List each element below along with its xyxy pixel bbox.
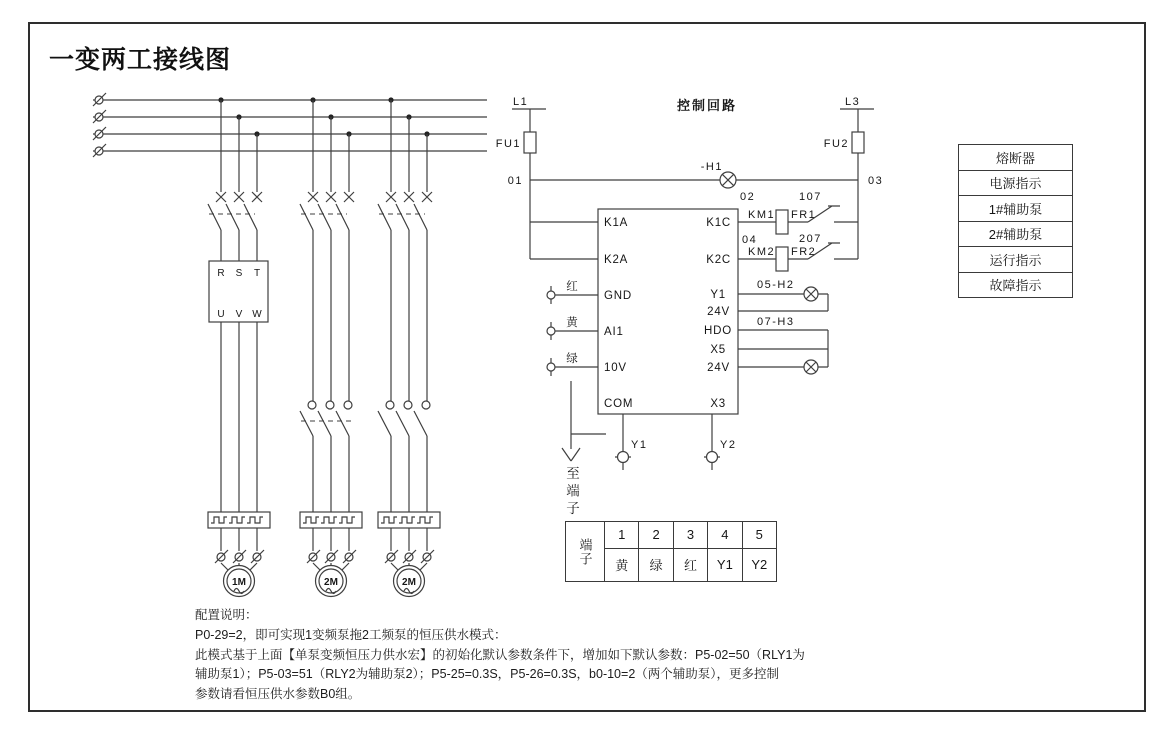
terminal-val-2: 绿 [639, 548, 673, 581]
node-02: 02 [740, 191, 756, 203]
node-207: 207 [799, 233, 822, 245]
terminal-col-3: 3 [673, 522, 707, 549]
fu2-label: FU2 [823, 138, 849, 150]
motor-1-label: 1M [232, 577, 246, 588]
pin-k1c: K1C [706, 217, 731, 229]
terminal-y2-label: Y2 [720, 439, 737, 451]
terminal-val-3: 红 [673, 548, 707, 581]
node-04: 04 [742, 234, 758, 246]
page-title: 一变两工接线图 [49, 46, 232, 74]
pin-gnd: GND [604, 290, 632, 302]
l1-label: L1 [513, 96, 529, 108]
legend-row-power-indicator: 电源指示 [959, 170, 1073, 196]
km1-label: KM1 [748, 209, 776, 221]
contactor-group-2 [300, 230, 352, 512]
vfd-box [209, 261, 268, 322]
terminal-col-4: 4 [708, 522, 742, 549]
vfd-output-v: V [235, 309, 243, 320]
motor-3 [385, 528, 434, 597]
km2-fr2-row [738, 233, 858, 271]
wire-yellow-label: 黄 [566, 317, 578, 329]
run-indicator-lamp-h2 [738, 279, 828, 311]
legend-row-aux-pump-2: 2#辅助泵 [959, 221, 1073, 247]
vfd-input-s: S [235, 268, 243, 279]
control-circuit [496, 96, 884, 470]
terminal-col-5: 5 [742, 522, 776, 549]
config-notes [195, 606, 805, 705]
vfd-output-u: U [217, 309, 225, 320]
pin-x5: X5 [710, 344, 726, 356]
pin-com: COM [604, 398, 634, 410]
terminal-table-row-label: 端子 [566, 522, 605, 582]
motor-1 [215, 528, 264, 597]
thermal-relay-2 [300, 512, 362, 528]
motor-2 [307, 528, 356, 597]
thermal-relay-1 [208, 512, 270, 528]
terminal-val-1: 黄 [605, 548, 639, 581]
fault-indicator-lamp-h3 [738, 316, 828, 374]
km2-coil [776, 247, 788, 271]
legend-row-aux-pump-1: 1#辅助泵 [959, 196, 1073, 222]
pin-k1a: K1A [604, 217, 629, 229]
motor-2-label: 2M [324, 577, 338, 588]
power-indicator-lamp-h1 [530, 161, 858, 188]
notes-line-4: 参数请看恒压供水参数B0组。 [195, 687, 361, 702]
control-circuit-title: 控制回路 [676, 98, 738, 113]
breaker-group-3 [378, 100, 432, 230]
legend-row-fuse: 熔断器 [959, 145, 1073, 171]
terminal-col-2: 2 [639, 522, 673, 549]
pin-k2a: K2A [604, 254, 629, 266]
pin-24v-a: 24V [707, 306, 730, 318]
thermal-relay-3 [378, 512, 440, 528]
pin-hdo: HDO [704, 325, 732, 337]
to-terminals-label: 至端子 [564, 466, 579, 519]
pin-x3: X3 [710, 398, 726, 410]
power-bus-lines [93, 93, 487, 157]
km1-fr1-row [738, 191, 858, 234]
terminal-y1-label: Y1 [631, 439, 648, 451]
controller-box [598, 209, 738, 414]
vfd-input-r: R [217, 268, 225, 279]
terminal-y2 [704, 414, 736, 470]
fr2-label: FR2 [791, 246, 817, 258]
terminal-val-4: Y1 [708, 548, 742, 581]
contactor-group-3 [378, 230, 430, 512]
bus-source-markers [93, 93, 106, 157]
terminal-y1 [615, 414, 647, 470]
pin-ai1: AI1 [604, 326, 624, 338]
legend-table [958, 144, 1073, 298]
h1-label: -H1 [700, 161, 723, 173]
pin-y1: Y1 [710, 289, 726, 301]
fuse-fu2 [852, 132, 864, 153]
vfd-output-w: W [252, 309, 262, 320]
fuse-fu1 [524, 132, 536, 153]
node-01: 01 [507, 175, 523, 187]
terminal-val-5: Y2 [742, 548, 776, 581]
vfd-input-t: T [253, 268, 261, 279]
lamp-h3-label: 07-H3 [757, 316, 795, 328]
pin-10v: 10V [604, 362, 627, 374]
branch1-feeders [221, 322, 257, 512]
pin-k2c: K2C [706, 254, 731, 266]
fr1-label: FR1 [791, 209, 817, 221]
wire-red-label: 红 [566, 281, 578, 293]
legend-row-run-indicator: 运行指示 [959, 247, 1073, 273]
power-circuit [93, 93, 487, 597]
wire-green-label: 绿 [566, 353, 578, 365]
node-107: 107 [799, 191, 822, 203]
notes-line-2: 此模式基于上面【单泵变频恒压力供水宏】的初始化默认参数条件下，增加如下默认参数：P5-02=50（RLY1为 [195, 647, 805, 662]
notes-line-1: P0-29=2，即可实现1变频泵拖2工频泵的恒压供水模式： [195, 627, 507, 642]
l3-label: L3 [845, 96, 861, 108]
breaker-group-1 [208, 100, 262, 261]
lamp-h2-label: 05-H2 [757, 279, 795, 291]
l1-rail [496, 96, 546, 259]
terminal-table [565, 521, 777, 582]
km2-label: KM2 [748, 246, 776, 258]
notes-line-3: 辅助泵1）；P5-03=51（RLY2为辅助泵2）；P5-25=0.3S，P5-26=0.3S，b0-10=2（两个辅助泵），更多控制 [195, 667, 780, 682]
analog-terminals [547, 280, 598, 376]
node-03: 03 [868, 175, 884, 187]
km1-coil [776, 210, 788, 234]
notes-heading: 配置说明： [195, 608, 258, 622]
breaker-group-2 [300, 100, 354, 230]
terminal-col-1: 1 [605, 522, 639, 549]
pin-24v-b: 24V [707, 362, 730, 374]
l3-rail [824, 96, 884, 259]
legend-row-fault-indicator: 故障指示 [959, 272, 1073, 298]
fu1-label: FU1 [495, 138, 521, 150]
motor-3-label: 2M [402, 577, 416, 588]
k1a-k2a-wires [530, 222, 598, 259]
